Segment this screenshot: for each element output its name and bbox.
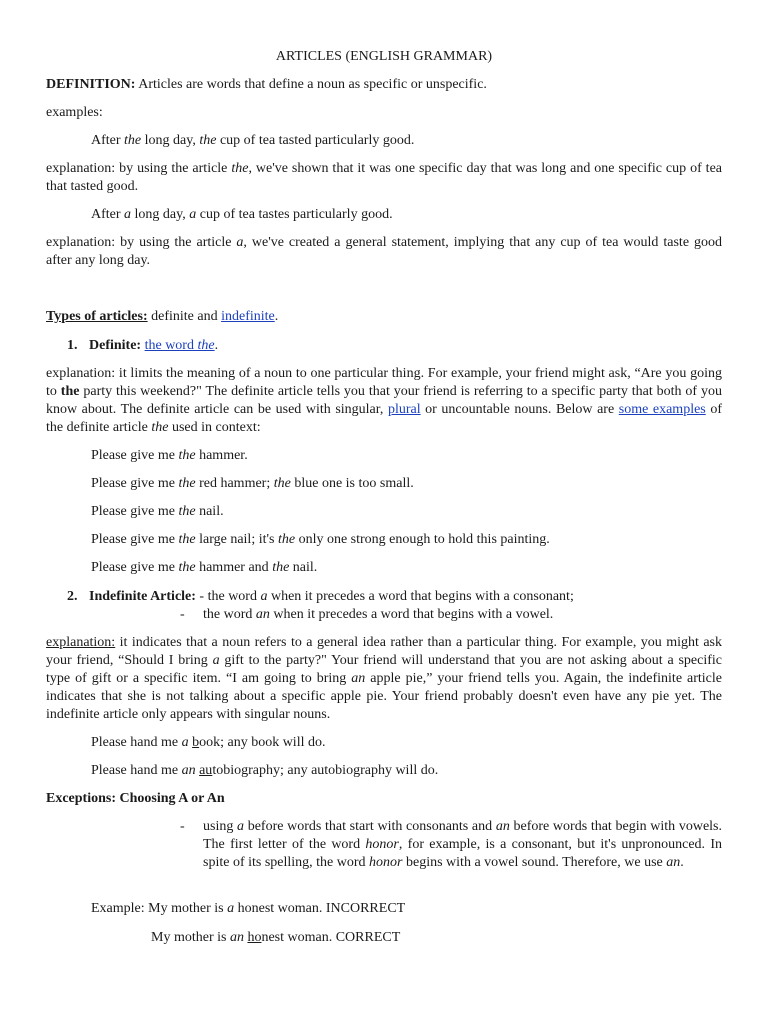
indefinite-heading: 2. Indefinite Article: - the word a when it precedes a word that begins with a consonant; bbox=[67, 589, 574, 604]
list-number: 2. bbox=[67, 589, 78, 604]
exceptions-heading: Exceptions: Choosing A or An bbox=[46, 791, 225, 806]
example-incorrect-line: Example: My mother is a honest woman. INCORRECT bbox=[91, 901, 406, 916]
definite-explanation-paragraph: explanation: it limits the meaning of a noun to one particular thing. For example, your friend might ask, “Are you going to the party this weekend?" The definite article tells you that your friend is referring to a specific party that both of you know about. The definite article can be used with singular, plural or uncountable nouns. Below are some examples of the definite article the used in context: bbox=[46, 366, 722, 435]
example-sentence: Please give me the hammer. bbox=[91, 448, 248, 463]
types-label: Types of articles: bbox=[46, 309, 148, 324]
definition-text: Articles are words that define a noun as specific or unspecific. bbox=[138, 77, 487, 92]
example-sentence: Please give me the large nail; it's the only one strong enough to hold this painting. bbox=[91, 532, 550, 547]
example-correct-line: My mother is an honest woman. CORRECT bbox=[151, 930, 401, 945]
definite-heading: 1. Definite: the word the. bbox=[67, 338, 219, 353]
indefinite-an-line: the word an when it precedes a word that begins with a vowel. bbox=[203, 607, 554, 622]
explanation-definite-paragraph: explanation: by using the article the, we've shown that it was one specific day that was long and one specific cup of tea that tasted good. bbox=[46, 161, 722, 194]
example-sentence-the: After the long day, the cup of tea tasted particularly good. bbox=[91, 133, 415, 148]
the-word-the-link[interactable]: the word the bbox=[144, 338, 215, 353]
types-of-articles-line: Types of articles: definite and indefinite. bbox=[46, 309, 279, 324]
examples-label: examples: bbox=[46, 105, 103, 120]
plural-link[interactable]: plural bbox=[387, 402, 421, 417]
example-sentence: Please give me the red hammer; the blue one is too small. bbox=[91, 476, 414, 491]
exceptions-paragraph: using a before words that start with consonants and an before words that begin with vowels. The first letter of the word honor, for example, is a consonant, but it's unpronounced. In spite of its spelling, the word honor begins with a vowel sound. Therefore, we use an. bbox=[203, 819, 722, 870]
list-number: 1. bbox=[67, 338, 78, 353]
example-sentence: Please give me the nail. bbox=[91, 504, 224, 519]
definite-label: Definite: bbox=[89, 338, 142, 353]
explanation-indefinite-paragraph: explanation: by using the article a, we've created a general statement, implying that any cup of tea would taste good after any long day. bbox=[46, 235, 722, 268]
definition-label: DEFINITION: bbox=[46, 77, 136, 92]
exceptions-dash-bullet: - bbox=[180, 819, 185, 834]
example-sentence-autobiography: Please hand me an autobiography; any autobiography will do. bbox=[91, 763, 439, 778]
example-sentence-book: Please hand me a book; any book will do. bbox=[91, 735, 326, 750]
indefinite-dash-bullet: - bbox=[180, 607, 185, 622]
example-sentence: Please give me the hammer and the nail. bbox=[91, 560, 318, 575]
document-title: ARTICLES (ENGLISH GRAMMAR) bbox=[275, 49, 493, 64]
some-examples-link[interactable]: some examples bbox=[618, 402, 706, 417]
indefinite-label: Indefinite Article: bbox=[89, 589, 196, 604]
example-sentence-a: After a long day, a cup of tea tastes particularly good. bbox=[91, 207, 393, 222]
definition-paragraph bbox=[46, 76, 726, 94]
indefinite-link[interactable]: indefinite bbox=[221, 309, 275, 324]
indefinite-explanation-paragraph: explanation: it indicates that a noun refers to a general idea rather than a particular thing. For example, you might ask your friend, “Should I bring a gift to the party?" Your friend will understand that you are not asking about a specific type of gift or a specific item. “I am going to bring an apple pie,” your friend tells you. Again, the indefinite article indicates that she is not talking about a specific apple pie. Your friend probably doesn't even have any pie yet. The indefinite article only appears with singular nouns. bbox=[46, 635, 722, 722]
